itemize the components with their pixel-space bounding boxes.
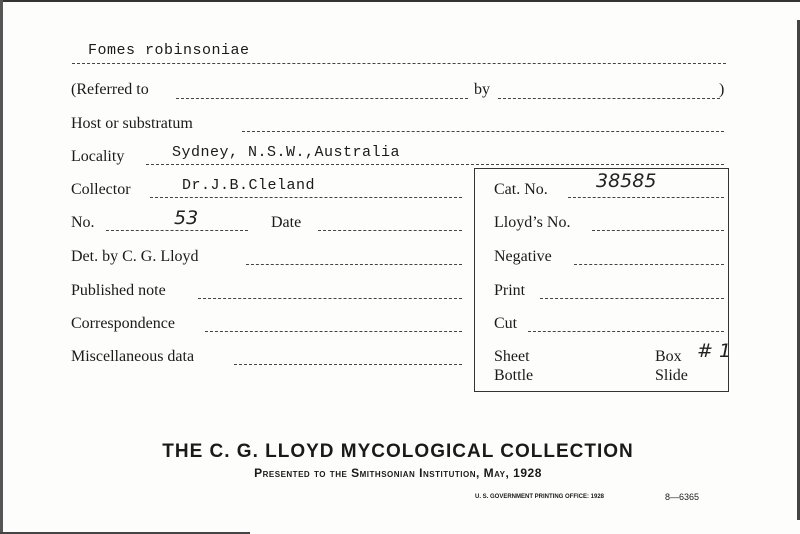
collection-subtitle: Presented to the Smithsonian Institution, May, 1928 xyxy=(254,466,542,480)
sheet-label: Sheet xyxy=(494,348,530,365)
miscellaneous-label: Miscellaneous data xyxy=(71,348,195,365)
by-label: by xyxy=(474,81,490,98)
print-label: Print xyxy=(494,282,526,299)
host-line xyxy=(242,131,724,132)
date-label: Date xyxy=(271,214,302,231)
card-edge-top xyxy=(0,0,800,2)
negative-line xyxy=(574,264,724,265)
determined-by-line xyxy=(246,264,462,265)
collection-title: THE C. G. LLOYD MYCOLOGICAL COLLECTION xyxy=(162,441,634,462)
close-paren: ) xyxy=(719,81,725,98)
collector-value: Dr.J.B.Cleland xyxy=(182,177,316,194)
collector-line xyxy=(150,197,462,198)
cat-no-value: 38585 xyxy=(596,170,657,192)
locality-label: Locality xyxy=(71,148,125,165)
slide-label: Slide xyxy=(655,367,688,384)
specimen-name-line xyxy=(72,63,726,64)
print-line xyxy=(540,298,724,299)
cat-no-label: Cat. No. xyxy=(494,181,548,198)
host-label: Host or substratum xyxy=(71,115,193,132)
lloyds-no-line xyxy=(592,230,724,231)
correspondence-line xyxy=(205,331,462,332)
date-line xyxy=(318,230,462,231)
collector-label: Collector xyxy=(71,181,131,198)
referred-to-label: (Referred to xyxy=(71,81,149,98)
locality-line xyxy=(146,164,724,165)
correspondence-label: Correspondence xyxy=(71,315,175,332)
miscellaneous-line xyxy=(234,364,462,365)
printing-office-note: U. S. GOVERNMENT PRINTING OFFICE: 1928 xyxy=(475,494,605,500)
specimen-name: Fomes robinsoniae xyxy=(88,42,250,59)
cut-line xyxy=(528,331,724,332)
number-label: No. xyxy=(71,214,95,231)
box-value: # 1 xyxy=(697,340,732,362)
lloyds-no-label: Lloyd’s No. xyxy=(494,214,571,231)
negative-label: Negative xyxy=(494,248,552,265)
bottle-label: Bottle xyxy=(494,367,534,384)
published-note-label: Published note xyxy=(71,282,166,299)
number-value: 53 xyxy=(174,207,199,229)
cat-no-line xyxy=(568,197,724,198)
locality-value: Sydney, N.S.W.,Australia xyxy=(172,144,401,161)
published-note-line xyxy=(198,298,462,299)
box-label: Box xyxy=(655,348,682,365)
determined-by-label: Det. by C. G. Lloyd xyxy=(71,248,199,265)
form-number: 8—6365 xyxy=(665,492,700,502)
referred-to-line xyxy=(176,98,468,99)
number-line xyxy=(106,230,248,231)
cut-label: Cut xyxy=(494,315,518,332)
by-line xyxy=(498,98,720,99)
